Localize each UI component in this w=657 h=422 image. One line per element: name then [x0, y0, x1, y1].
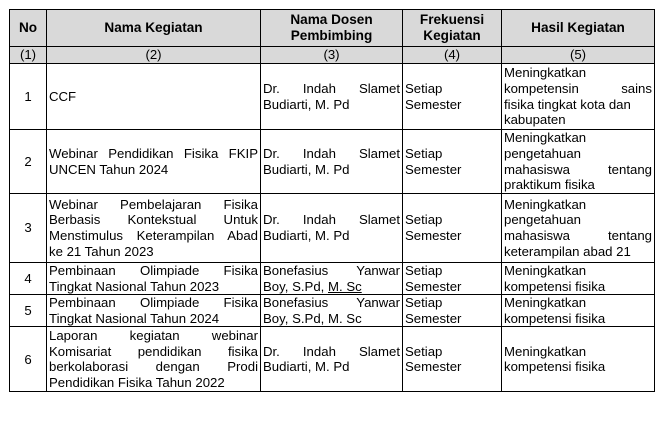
kegiatan-cell-line: Berbasis Kontekstual Untuk — [49, 212, 258, 228]
table-row — [10, 64, 655, 130]
table-row — [10, 130, 655, 194]
kegiatan-cell — [47, 64, 261, 130]
dosen-cell-line — [263, 279, 400, 295]
frekuensi-cell-line: Setiap — [405, 343, 443, 359]
kegiatan-cell — [47, 263, 261, 295]
frekuensi-cell — [403, 194, 502, 263]
dosen-cell — [261, 263, 403, 295]
dosen-cell-line: Bonefasius Yanwar — [263, 263, 400, 278]
frekuensi-cell-line: Semester — [405, 161, 462, 177]
kegiatan-cell — [47, 130, 261, 194]
dosen-cell — [261, 64, 403, 130]
kegiatan-cell-line: ke 21 Tahun 2023 — [49, 243, 154, 259]
hasil-cell-line: kompetensi fisika — [504, 310, 606, 326]
hasil-cell-line: mahasiswa tentang — [504, 161, 652, 177]
frekuensi-cell-line: Semester — [405, 359, 462, 375]
header-no: No — [10, 10, 47, 47]
column-number: (5) — [502, 47, 655, 64]
hasil-cell-line: mahasiswa tentang — [504, 228, 652, 243]
dosen-cell-line: Dr. Indah Slamet — [263, 212, 400, 228]
hasil-cell-line: Meningkatkan — [504, 295, 587, 311]
frekuensi-cell-line: Semester — [405, 228, 462, 243]
dosen-name-part: Boy, S.Pd, — [263, 278, 328, 294]
kegiatan-cell-line: Webinar Pembelajaran Fisika — [49, 196, 258, 212]
hasil-cell-line: pengetahuan — [504, 212, 582, 228]
header-frekuensi-line: Kegiatan — [423, 28, 481, 43]
hasil-cell-line: Meningkatkan — [504, 130, 587, 146]
hasil-cell-line: Meningkatkan — [504, 263, 587, 278]
hasil-cell-line: kabupaten — [504, 112, 566, 128]
row-number: 2 — [10, 130, 47, 194]
row-number: 6 — [10, 327, 47, 392]
hasil-cell — [502, 130, 655, 194]
kegiatan-cell-line: Laporan kegiatan webinar — [49, 328, 258, 344]
dosen-cell — [261, 130, 403, 194]
header-nama-kegiatan: Nama Kegiatan — [47, 10, 261, 47]
activities-table — [9, 9, 655, 392]
dosen-cell-line: Bonefasius Yanwar — [263, 295, 400, 311]
header-row — [10, 10, 655, 47]
dosen-cell-line: Budiarti, M. Pd — [263, 161, 350, 177]
frekuensi-cell-line: Semester — [405, 278, 462, 294]
kegiatan-cell-line: Komisariat pendidikan fisika — [49, 343, 258, 359]
dosen-cell-line: Budiarti, M. Pd — [263, 359, 350, 375]
header-nama-dosen-line: Pembimbing — [290, 28, 373, 43]
frekuensi-cell-line: Setiap — [405, 263, 443, 278]
hasil-cell — [502, 263, 655, 295]
column-number: (4) — [403, 47, 502, 64]
dosen-cell-line: Budiarti, M. Pd — [263, 228, 350, 243]
frekuensi-cell-line: Setiap — [405, 145, 443, 161]
kegiatan-cell-line: Tingkat Nasional Tahun 2023 — [49, 278, 220, 294]
row-number: 3 — [10, 194, 47, 263]
hasil-cell-line: praktikum fisika — [504, 177, 595, 193]
dosen-cell-line: Dr. Indah Slamet — [263, 80, 400, 96]
hasil-cell-line: pengetahuan — [504, 145, 582, 161]
kegiatan-cell-line: UNCEN Tahun 2024 — [49, 161, 169, 177]
kegiatan-cell-line: Tingkat Nasional Tahun 2024 — [49, 310, 220, 326]
kegiatan-cell-line: CCF — [49, 88, 77, 104]
frekuensi-cell-line: Semester — [405, 96, 462, 112]
kegiatan-cell-line: Pembinaan Olimpiade Fisika — [49, 295, 258, 311]
header-frekuensi-line: Frekuensi — [419, 12, 485, 28]
dosen-cell-line: Dr. Indah Slamet — [263, 145, 400, 161]
hasil-cell-line: kompetensi fisika — [504, 359, 606, 375]
row-number: 4 — [10, 263, 47, 295]
frekuensi-cell — [403, 295, 502, 327]
frekuensi-cell-line: Setiap — [405, 295, 443, 311]
row-number: 5 — [10, 295, 47, 327]
kegiatan-cell — [47, 327, 261, 392]
kegiatan-cell — [47, 194, 261, 263]
column-number: (1) — [10, 47, 47, 64]
kegiatan-cell-line: Pendidikan Fisika Tahun 2022 — [49, 374, 225, 390]
dosen-degree-underlined: M. Sc — [328, 278, 362, 294]
table-row — [10, 194, 655, 263]
header-hasil-kegiatan: Hasil Kegiatan — [502, 10, 655, 47]
hasil-cell-line: Meningkatkan — [504, 65, 587, 81]
hasil-cell — [502, 194, 655, 263]
frekuensi-cell — [403, 130, 502, 194]
dosen-cell — [261, 194, 403, 263]
column-number-row — [10, 47, 655, 64]
frekuensi-cell-line: Setiap — [405, 212, 443, 228]
hasil-cell-line: keterampilan abad 21 — [504, 243, 631, 259]
dosen-cell — [261, 327, 403, 392]
hasil-cell-line: Meningkatkan — [504, 343, 587, 359]
kegiatan-cell-line: Webinar Pendidikan Fisika FKIP — [49, 145, 258, 161]
header-frekuensi — [403, 10, 502, 47]
frekuensi-cell — [403, 263, 502, 295]
column-number: (2) — [47, 47, 261, 64]
hasil-cell-line: kompetensi fisika — [504, 278, 606, 294]
dosen-cell-line: Boy, S.Pd, M. Sc — [263, 310, 362, 326]
column-number: (3) — [261, 47, 403, 64]
header-nama-dosen — [261, 10, 403, 47]
table-row — [10, 295, 655, 327]
frekuensi-cell — [403, 64, 502, 130]
dosen-cell — [261, 295, 403, 327]
dosen-cell-line: Budiarti, M. Pd — [263, 96, 350, 112]
row-number: 1 — [10, 64, 47, 130]
kegiatan-cell-line: berkolaborasi dengan Prodi — [49, 359, 258, 375]
kegiatan-cell — [47, 295, 261, 327]
hasil-cell — [502, 64, 655, 130]
frekuensi-cell-line: Semester — [405, 310, 462, 326]
kegiatan-cell-line: Pembinaan Olimpiade Fisika — [49, 263, 258, 278]
frekuensi-cell — [403, 327, 502, 392]
table-row — [10, 327, 655, 392]
kegiatan-cell-line: Menstimulus Keterampilan Abad — [49, 228, 258, 243]
hasil-cell-line: Meningkatkan — [504, 196, 587, 212]
header-nama-dosen-line: Nama Dosen — [290, 12, 373, 28]
hasil-cell — [502, 295, 655, 327]
frekuensi-cell-line: Setiap — [405, 80, 443, 96]
hasil-cell — [502, 327, 655, 392]
hasil-cell-line: kompetensin sains — [504, 80, 652, 96]
hasil-cell-line: fisika tingkat kota dan — [504, 96, 631, 112]
dosen-cell-line: Dr. Indah Slamet — [263, 343, 400, 359]
table-row — [10, 263, 655, 295]
